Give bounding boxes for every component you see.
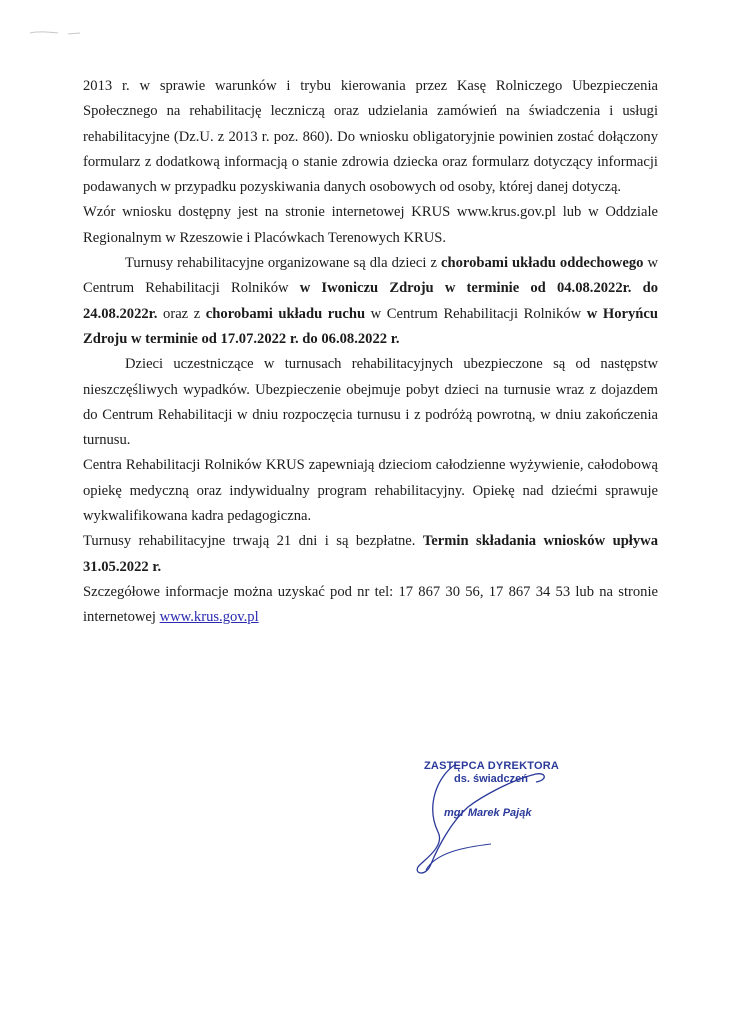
bold-iwonicz-dates: w Iwoniczu Zdroju w terminie od 04.08.2022r. do 24.08.2022r. [83, 280, 658, 322]
paragraph-turnus-info [83, 251, 658, 352]
text-span: Turnusy rehabilitacyjne trwają 21 dni i są bezpłatne. [83, 533, 423, 550]
stamp-name: mgr Marek Pająk [444, 807, 532, 819]
official-stamp [396, 752, 596, 882]
letter-body [83, 74, 658, 631]
bold-deadline: Termin składania wniosków upływa 31.05.2022 r. [83, 533, 658, 575]
bold-horyniec-dates: w Horyńcu Zdroju w terminie od 17.07.2022 r. do 06.08.2022 r. [83, 305, 658, 347]
text-span: w Centrum Rehabilitacji Rolników [83, 255, 658, 297]
paragraph-duration [83, 529, 658, 580]
text-span: w Centrum Rehabilitacji Rolników [365, 305, 587, 322]
paragraph-centers: Centra Rehabilitacji Rolników KRUS zapewniają dzieciom całodzienne wyżywienie, całodobową opiekę medyczną oraz indywidualny program rehabilitacyjny. Opiekę nad dziećmi sprawuje wykwalifikowana kadra pedagogiczna. [83, 457, 658, 525]
text-span: Turnusy rehabilitacyjne organizowane są dla dzieci z [125, 255, 441, 272]
paragraph-insurance: Dzieci uczestniczące w turnusach rehabilitacyjnych ubezpieczone są od następstw nieszczęśliwych wypadków. Ubezpieczenie obejmuje pobyt dzieci na turnusie wraz z dojazdem do Centrum Rehabilitacji w dniu rozpoczęcia turnusu i z podróżą powrotną, w dniu zakończenia turnusu. [83, 356, 658, 449]
text-span: Szczegółowe informacje można uzyskać pod nr tel: 17 867 30 56, 17 867 34 53 lub na stronie internetowej [83, 583, 658, 626]
scan-artifact [28, 25, 98, 37]
paragraph-form-availability: Wzór wniosku dostępny jest na stronie internetowej KRUS www.krus.gov.pl lub w Oddziale Regionalnym w Rzeszowie i Placówkach Terenowych KRUS. [83, 204, 658, 246]
stamp-title: ZASTĘPCA DYREKTORA [424, 760, 559, 772]
paragraph-contact [83, 580, 658, 631]
paragraph-regulation: 2013 r. w sprawie warunków i trybu kierowania przez Kasę Rolniczego Ubezpieczenia Społecznego na rehabilitację leczniczą oraz udzielania zamówień na świadczenia i usługi rehabilitacyjne (Dz.U. z 2013 r. poz. 860). Do wniosku obligatoryjnie powinien zostać dołączony formularz z dodatkową informacją o stanie zdrowia dziecka oraz formularz dotyczący informacji podawanych w przypadku pozyskiwania danych osobowych od osoby, której danej dotyczą. [83, 78, 658, 196]
text-span: oraz z [157, 305, 206, 322]
stamp-subtitle: ds. świadczeń [454, 773, 528, 785]
bold-respiratory: chorobami układu oddechowego [440, 255, 644, 272]
bold-musculoskeletal: chorobami układu ruchu [205, 305, 366, 322]
krus-website-link[interactable]: www.krus.gov.pl [159, 609, 259, 626]
